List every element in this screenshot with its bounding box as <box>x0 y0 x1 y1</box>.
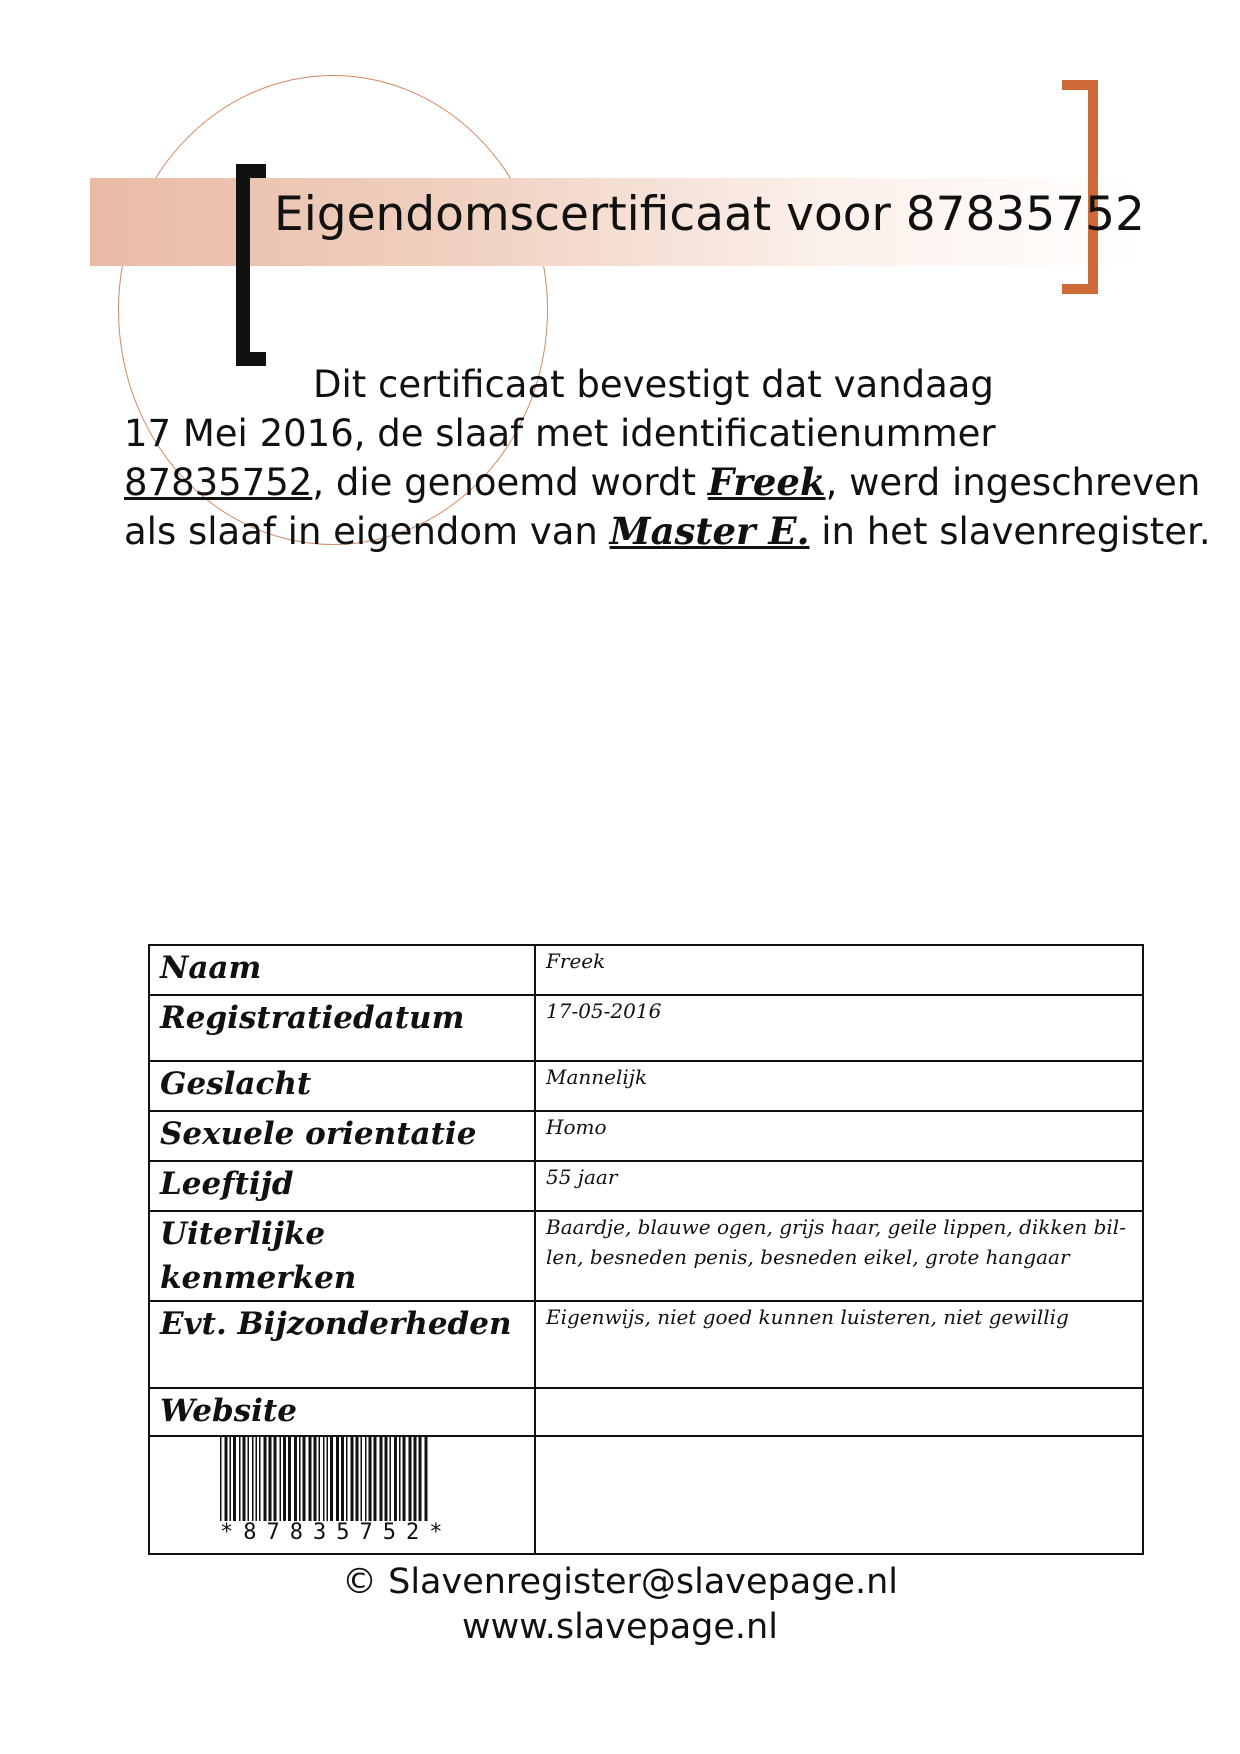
barcode-bar <box>361 1437 363 1521</box>
footer-website: www.slavepage.nl <box>462 1607 778 1647</box>
barcode-bar <box>419 1437 422 1521</box>
barcode-bar <box>243 1437 246 1521</box>
barcode-bar <box>403 1437 406 1521</box>
row-value <box>535 1388 1143 1436</box>
empty-cell <box>535 1436 1143 1554</box>
barcode-bar <box>341 1437 344 1521</box>
barcode-bar <box>225 1437 228 1521</box>
row-label: Naam <box>149 945 535 995</box>
footer-email: © Slavenregister@slavepage.nl <box>341 1562 899 1602</box>
row-label: Registratiedatum <box>149 995 535 1061</box>
statement-text: , werd ingeschreven <box>825 461 1201 504</box>
row-value: 17-05-2016 <box>535 995 1143 1061</box>
barcode-bar <box>369 1437 372 1521</box>
barcode-bar <box>399 1437 401 1521</box>
left-bracket <box>236 164 266 366</box>
table-row <box>149 1301 1143 1388</box>
barcode-bar <box>280 1437 282 1521</box>
statement-line-1: Dit certificaat bevestigt dat vandaag <box>313 363 994 406</box>
barcode-bar <box>365 1437 367 1521</box>
barcode-bar <box>323 1437 325 1521</box>
barcode-bar <box>252 1437 254 1521</box>
barcode-bar <box>274 1437 277 1521</box>
table-row <box>149 1436 1143 1554</box>
table-row <box>149 1061 1143 1111</box>
table-row <box>149 945 1143 995</box>
barcode-bar <box>264 1437 267 1521</box>
barcode-bar <box>409 1437 412 1521</box>
statement-line-2: 17 Mei 2016, de slaaf met identificatienummer <box>124 412 996 455</box>
statement-text: als slaaf in eigendom van <box>124 510 610 553</box>
barcode-bar <box>259 1437 261 1521</box>
row-value: Freek <box>535 945 1143 995</box>
barcode-bar <box>299 1437 301 1521</box>
barcode-number: *87835752* <box>220 1520 453 1545</box>
slave-name: Freek <box>707 460 826 504</box>
barcode-bar <box>314 1437 317 1521</box>
barcode-bar <box>233 1437 236 1521</box>
owner-name: Master E. <box>609 509 810 553</box>
table-row <box>149 1161 1143 1211</box>
barcode-bar <box>385 1437 388 1521</box>
barcode-bar <box>374 1437 377 1521</box>
barcode-bar <box>351 1437 354 1521</box>
barcode-bar <box>346 1437 348 1521</box>
row-label: Sexuele orientatie <box>149 1111 535 1161</box>
barcode-bar <box>288 1437 291 1521</box>
table-row <box>149 1388 1143 1436</box>
statement-line-4 <box>124 507 1211 556</box>
barcode-bar <box>319 1437 321 1521</box>
row-value: Mannelijk <box>535 1061 1143 1111</box>
id-number: 87835752 <box>124 461 313 504</box>
certificate-statement <box>124 360 1211 556</box>
barcode-icon <box>160 1437 430 1521</box>
barcode-bar <box>230 1437 232 1521</box>
row-value: Eigenwijs, niet goed kunnen luisteren, niet gewillig <box>535 1301 1143 1388</box>
barcode-bar <box>309 1437 312 1521</box>
barcode-bar <box>336 1437 339 1521</box>
barcode-bar <box>327 1437 329 1521</box>
barcode-bar <box>330 1437 333 1521</box>
row-label: Leeftijd <box>149 1161 535 1211</box>
certificate-title: Eigendomscertificaat voor 87835752 <box>274 187 1145 242</box>
barcode-bar <box>356 1437 359 1521</box>
barcode-bar <box>414 1437 417 1521</box>
barcode-bar <box>425 1437 428 1521</box>
statement-line-3 <box>124 458 1201 507</box>
statement-text: in het slavenregister. <box>809 510 1211 553</box>
barcode-bar <box>269 1437 272 1521</box>
barcode-bar <box>283 1437 286 1521</box>
barcode-bar <box>380 1437 383 1521</box>
barcode-bar <box>220 1437 222 1521</box>
barcode-bar <box>248 1437 250 1521</box>
statement-text: , die genoemd wordt <box>312 461 708 504</box>
footer <box>0 1560 1240 1650</box>
row-label: Geslacht <box>149 1061 535 1111</box>
barcode-bar <box>303 1437 306 1521</box>
barcode-bar <box>256 1437 258 1521</box>
barcode-cell <box>149 1436 535 1554</box>
barcode-bar <box>294 1437 297 1521</box>
barcode-bar <box>239 1437 241 1521</box>
barcode-bar <box>390 1437 392 1521</box>
row-value: 55 jaar <box>535 1161 1143 1211</box>
registration-table <box>148 944 1144 1555</box>
table-row <box>149 995 1143 1061</box>
table-row <box>149 1111 1143 1161</box>
barcode-bar <box>394 1437 397 1521</box>
table-row <box>149 1211 1143 1301</box>
row-label: Uiterlijke kenmerken <box>149 1211 535 1301</box>
row-value: Homo <box>535 1111 1143 1161</box>
row-value: Baardje, blauwe ogen, grijs haar, geile lippen, dikken bil- len, besneden penis, besneden eikel, grote hangaar <box>535 1211 1143 1301</box>
row-label: Evt. Bijzonderheden <box>149 1301 535 1388</box>
row-label: Website <box>149 1388 535 1436</box>
